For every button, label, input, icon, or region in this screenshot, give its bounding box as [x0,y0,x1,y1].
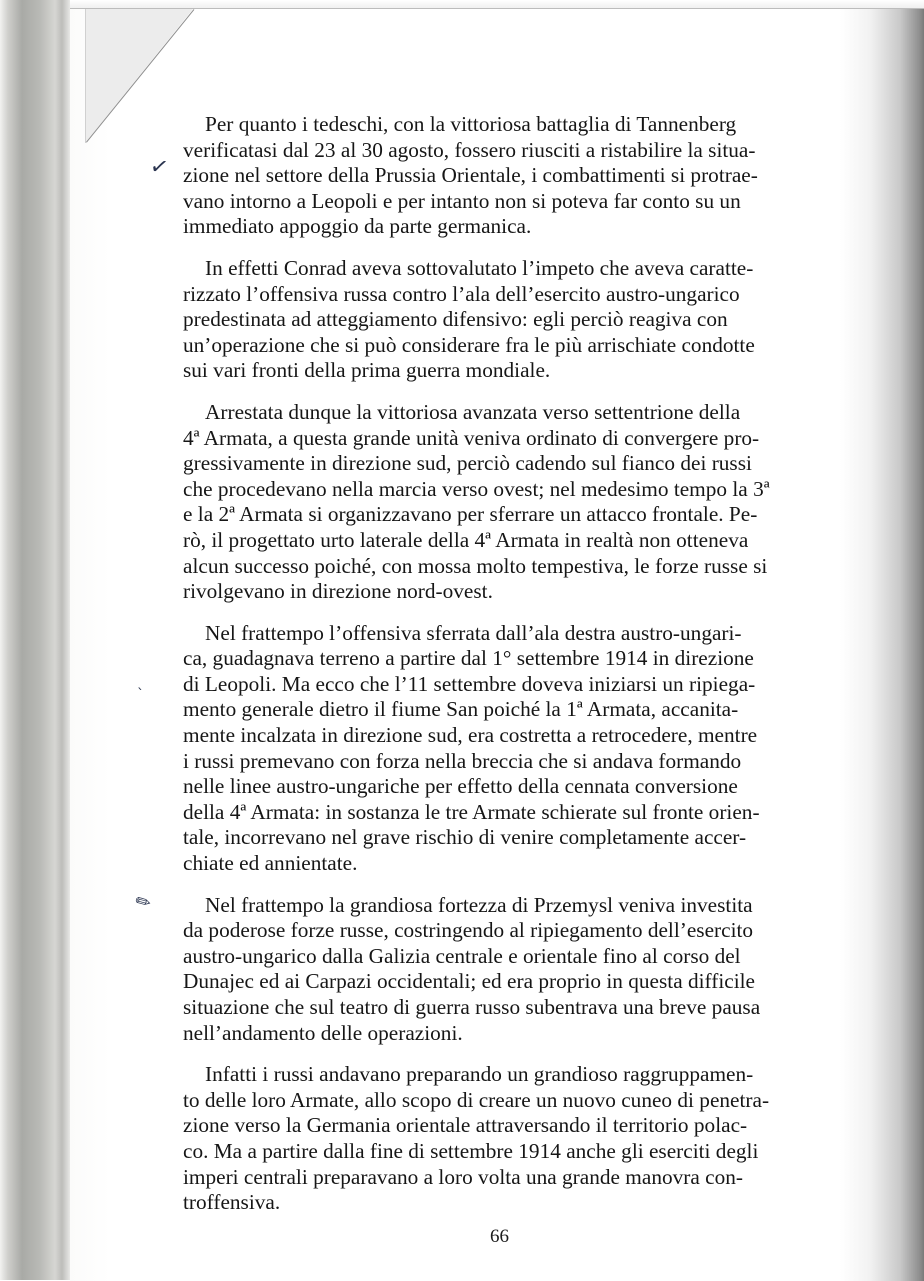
text-line: della 4ª Armata: in sostanza le tre Armate schierate sul fronte orien- [183,799,760,824]
text-line: Nel frattempo la grandiosa fortezza di Przemysl veniva investita [205,892,753,917]
text-line: ca, guadagnava terreno a partire dal 1° settembre 1914 in direzione [183,646,754,671]
text-line: Dunajec ed ai Carpazi occidentali; ed era proprio in questa difficile [183,969,756,994]
text-line: immediato appoggio da parte germanica. [183,214,532,239]
text-line: sui vari fronti della prima guerra mondiale. [183,358,551,383]
text-line: i russi premevano con forza nella breccia che si andava formando [183,748,742,773]
text-line: zione nel settore della Prussia Orientale, i combattimenti si protrae- [183,163,758,188]
pen-scribble-mark-icon: ✎ [131,889,156,916]
text-line: vano intorno a Leopoli e per intanto non si poteva far conto su un [183,188,741,213]
text-line: In effetti Conrad aveva sottovalutato l’impeto che aveva caratte- [205,255,754,280]
text-line: tale, incorrevano nel grave rischio di venire completamente accer- [183,825,747,850]
text-line: Per quanto i tedeschi, con la vittoriosa battaglia di Tannenberg [205,112,737,136]
text-line: mente incalzata in direzione sud, era costretta a retrocedere, mentre [183,723,758,748]
text-line: gressivamente in direzione sud, perciò cadendo sul fianco dei russi [183,451,752,476]
text-line: rizzato l’offensiva russa contro l’ala dell’esercito austro-ungarico [183,281,740,306]
text-line: verificatasi dal 23 al 30 agosto, fossero riusciti a ristabilire la situa- [183,137,756,162]
text-line: che procedevano nella marcia verso ovest; nel medesimo tempo la 3ª [183,476,770,501]
text-line: austro-ungarico dalla Galizia centrale e orientale fino al corso del [183,943,741,968]
text-line: imperi centrali preparavano a loro volta una grande manovra con- [183,1164,743,1189]
text-line: to delle loro Armate, allo scopo di creare un nuovo cuneo di penetra- [183,1087,770,1112]
text-line: da poderose forze russe, costringendo al ripiegamento dell’esercito [183,918,754,943]
text-line: predestinata ad atteggiamento difensivo: egli perciò reagiva con [183,307,728,332]
page-number: 66 [490,1226,509,1247]
text-line: co. Ma a partire dalla fine di settembre 1914 anche gli eserciti degli [183,1138,759,1163]
paragraph-2 [183,256,918,384]
folded-corner-edge [85,9,86,143]
paragraph-1 [183,112,918,240]
text-line: Infatti i russi andavano preparando un grandioso raggruppamen- [205,1062,754,1087]
text-line: mento generale dietro il fiume San poiché la 1ª Armata, accanita- [183,697,739,722]
text-line: nell’andamento delle operazioni. [183,1020,463,1045]
text-line: di Leopoli. Ma ecco che l’11 settembre doveva iniziarsi un ripiega- [183,671,756,696]
text-line: e la 2ª Armata si organizzavano per sferrare un attacco frontale. Pe- [183,502,758,527]
pen-check-mark-icon: ✓ [147,153,171,182]
text-line: nelle linee austro-ungariche per effetto della cennata conversione [183,774,738,799]
text-line: rivolgevano in direzione nord-ovest. [183,579,493,604]
paragraph-4 [183,621,918,877]
paragraph-6 [183,1062,918,1216]
text-line: un’operazione che si può considerare fra le più arrischiate condotte [183,332,755,357]
text-line: chiate ed annientate. [183,851,358,876]
paragraph-5 [183,893,918,1047]
book-spine [0,0,70,1280]
text-line: Arrestata dunque la vittoriosa avanzata verso settentrione della [205,399,741,424]
text-line: rò, il progettato urto laterale della 4ª Armata in realtà non otteneva [183,527,749,552]
text-line: Nel frattempo l’offensiva sferrata dall’ala destra austro-ungari- [205,620,742,645]
text-line: troffensiva. [183,1190,281,1215]
text-line: zione verso la Germania orientale attraversando il territorio polac- [183,1113,748,1138]
text-line: 4ª Armata, a questa grande unità veniva ordinato di convergere pro- [183,425,760,450]
paragraph-3 [183,400,918,605]
pen-tick-mark-icon: ` [137,687,144,703]
body-text [183,112,918,1232]
text-line: alcun successo poiché, con mossa molto tempestiva, le forze russe si [183,553,768,578]
text-line: situazione che sul teatro di guerra russo subentrava una breve pausa [183,995,761,1019]
